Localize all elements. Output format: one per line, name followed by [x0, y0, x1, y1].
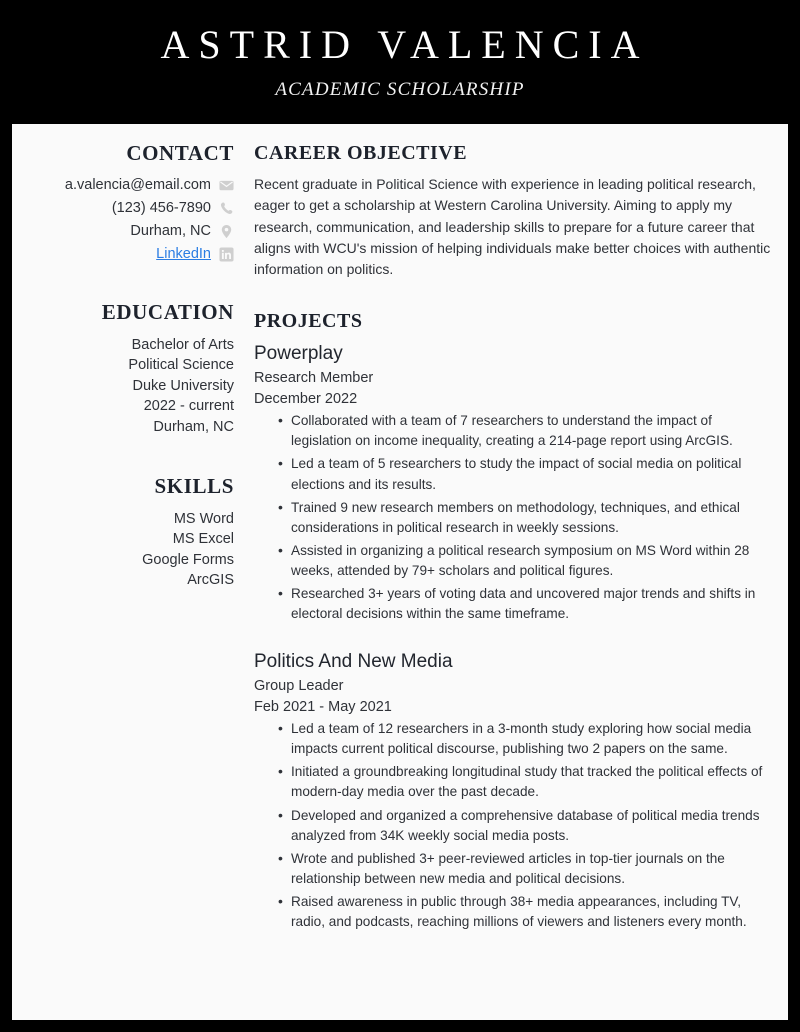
main-column: [248, 142, 772, 1010]
contact-list: [26, 176, 234, 264]
location-pin-icon: [219, 224, 234, 239]
project-bullet-list: [254, 719, 772, 932]
contact-item-phone: [26, 199, 234, 217]
project-bullet: • Raised awareness in public through 38+ media appearances, including TV, radio, and podcasts, reaching millions of viewers and listeners every month.: [278, 892, 772, 932]
project-title: Politics And New Media: [254, 651, 453, 673]
project-bullet: • Trained 9 new research members on methodology, techniques, and ethical considerations in political research in weekly sessions.: [278, 498, 772, 538]
project-bullet: • Led a team of 5 researchers to study the impact of social media on political elections and its results.: [278, 454, 772, 494]
education-line: Political Science: [128, 357, 234, 374]
education-line: 2022 - current: [143, 398, 234, 415]
project-bullet: • Initiated a groundbreaking longitudinal study that tracked the political effects of modern-day media over the past decade.: [278, 762, 772, 802]
project-dates: December 2022: [254, 390, 358, 407]
project-bullet: • Assisted in organizing a political research symposium on MS Word within 28 weeks, attended by 79+ scholars and political figures.: [278, 541, 772, 581]
project-entry: [254, 342, 772, 624]
skill-item: ArcGIS: [187, 572, 234, 589]
contact-item-location: [26, 222, 234, 240]
location-value: Durham, NC: [130, 223, 211, 240]
project-bullet: • Wrote and published 3+ peer-reviewed articles in top-tier journals on the relationship between new media and political decisions.: [278, 849, 772, 889]
education-line: Bachelor of Arts: [131, 336, 234, 353]
career-objective-heading: CAREER OBJECTIVE: [254, 142, 468, 164]
project-bullet: • Developed and organized a comprehensive database of political media trends analyzed from 34K weekly social media posts.: [278, 806, 772, 846]
email-value: a.valencia@email.com: [64, 177, 211, 194]
skill-item: MS Excel: [172, 531, 234, 548]
project-title: Powerplay: [254, 343, 343, 365]
project-bullet-list: [254, 411, 772, 624]
email-icon: [219, 178, 234, 193]
project-bullet: • Researched 3+ years of voting data and uncovered major trends and shifts in electoral decisions within the same timeframe.: [278, 584, 772, 624]
contact-heading: CONTACT: [126, 141, 234, 165]
candidate-subtitle: ACADEMIC SCHOLARSHIP: [275, 79, 525, 100]
contact-item-linkedin[interactable]: [26, 245, 234, 263]
project-dates: Feb 2021 - May 2021: [254, 698, 392, 715]
resume-body: [12, 124, 788, 1020]
skills-heading: SKILLS: [154, 473, 234, 498]
projects-heading: PROJECTS: [254, 310, 363, 333]
project-role: Group Leader: [254, 677, 344, 694]
sidebar-column: [26, 142, 248, 1010]
candidate-name: ASTRID VALENCIA: [160, 22, 649, 67]
education-line: Duke University: [132, 377, 234, 394]
project-entry: [254, 650, 772, 932]
career-objective-text: Recent graduate in Political Science with experience in leading political research, eager to get a scholarship at Western Carolina University. Aiming to apply my research, communication, and leadership skills to prepare for a future career that aligns with WCU's mission of helping individuals make better choices with authentic information on politics.: [254, 176, 771, 278]
project-role: Research Member: [254, 370, 374, 387]
contact-item-email: [26, 176, 234, 194]
project-bullet: • Collaborated with a team of 7 researchers to understand the impact of legislation on income inequality, creating a 214-page report using ArcGIS.: [278, 411, 772, 451]
phone-value: (123) 456-7890: [111, 200, 211, 217]
linkedin-link[interactable]: LinkedIn: [156, 246, 211, 263]
linkedin-icon[interactable]: [219, 247, 234, 262]
skill-item: MS Word: [173, 510, 234, 527]
project-bullet: • Led a team of 12 researchers in a 3-month study exploring how social media impacts current political discourse, publishing two 2 papers on the same.: [278, 719, 772, 759]
education-heading: EDUCATION: [101, 299, 234, 324]
resume-header: [12, 0, 788, 124]
phone-icon: [219, 201, 234, 216]
skill-item: Google Forms: [142, 551, 234, 568]
education-line: Durham, NC: [153, 419, 234, 435]
